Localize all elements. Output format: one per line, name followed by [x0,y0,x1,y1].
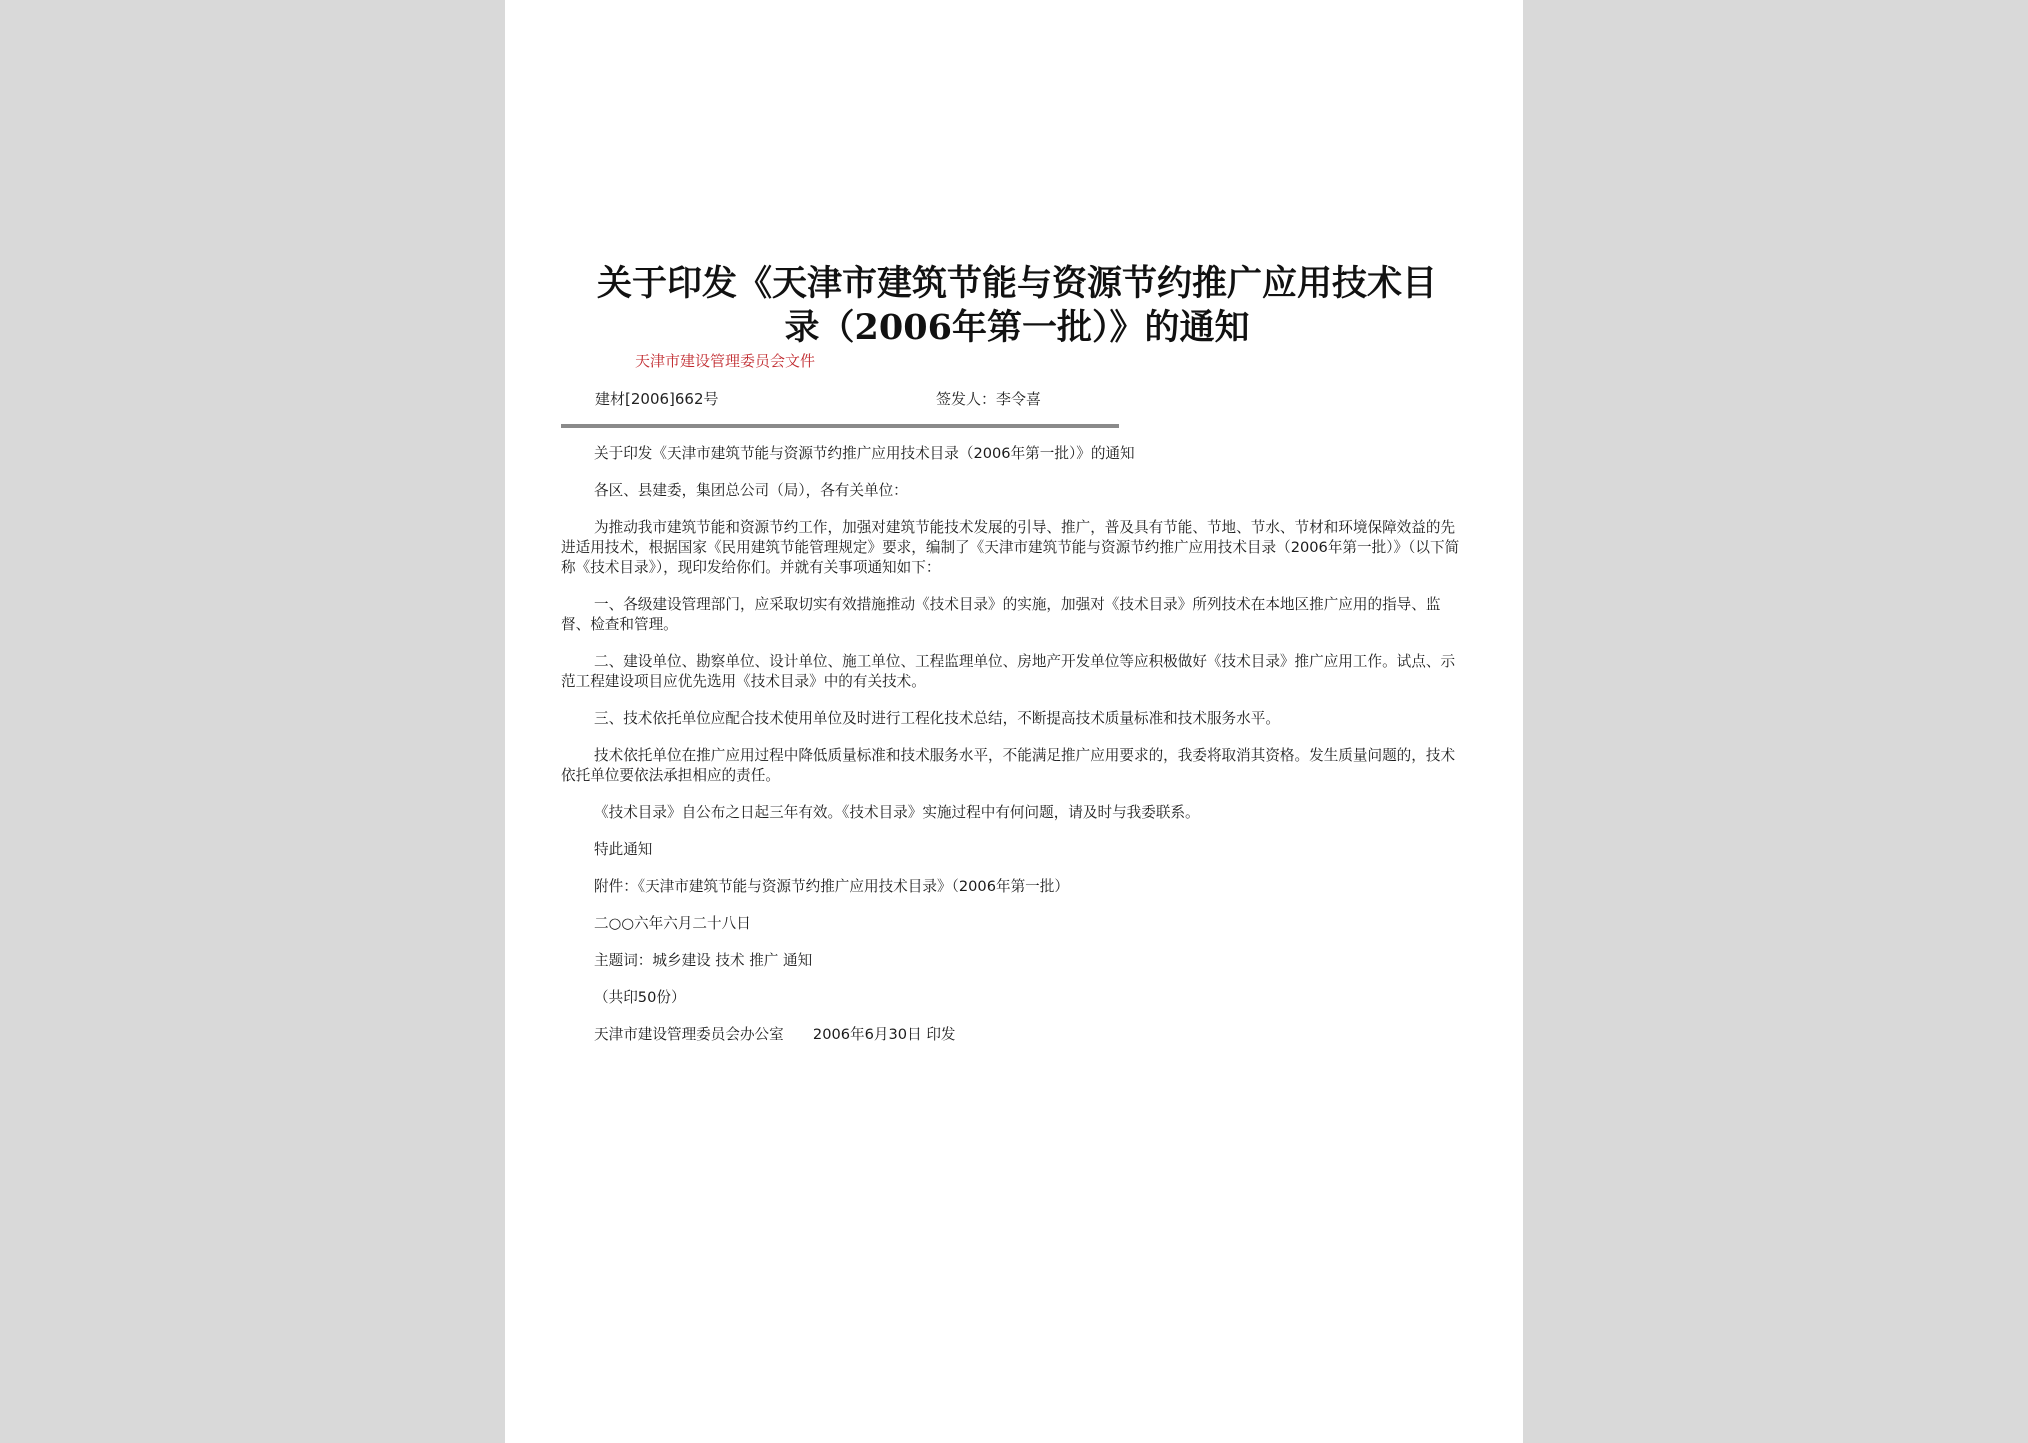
document-body [561,444,1469,1062]
paragraph-closing: 特此通知 [594,841,653,858]
paragraph-issued-by: 天津市建设管理委员会办公室 2006年6月30日 印发 [594,1026,956,1043]
paragraph-recipients: 各区、县建委，集团总公司（局），各有关单位： [594,482,908,499]
document-signer: 签发人：李令喜 [936,390,1042,408]
paragraph-validity: 《技术目录》自公布之日起三年有效。《技术目录》实施过程中有何问题，请及时与我委联系。 [594,804,1200,821]
paragraph-item-1: 一、各级建设管理部门，应采取切实有效措施推动《技术目录》的实施，加强对《技术目录》所列技术在本地区推广应用的指导、监督、检查和管理。 [561,596,1441,633]
document-number: 建材[2006]662号 [595,390,719,408]
paragraph-item-2: 二、建设单位、勘察单位、设计单位、施工单位、工程监理单位、房地产开发单位等应积极做好《技术目录》推广应用工作。试点、示范工程建设项目应优先选用《技术目录》中的有关技术。 [561,653,1456,690]
paragraph-subject: 关于印发《天津市建筑节能与资源节约推广应用技术目录（2006年第一批）》的通知 [594,445,1135,462]
paragraph-date: 二○○六年六月二十八日 [594,915,751,932]
paragraph-attachment: 附件：《天津市建筑节能与资源节约推广应用技术目录》（2006年第一批） [594,878,1069,895]
paragraph-item-3: 三、技术依托单位应配合技术使用单位及时进行工程化技术总结，不断提高技术质量标准和技术服务水平。 [594,710,1280,727]
paragraph-keywords: 主题词：城乡建设 技术 推广 通知 [594,952,813,969]
paragraph-intro: 为推动我市建筑节能和资源节约工作，加强对建筑节能技术发展的引导、推广，普及具有节能、节地、节水、节材和环境保障效益的先进适用技术，根据国家《民用建筑节能管理规定》要求，编制了《天津市建筑节能与资源节约推广应用技术目录（2006年第一批）》（以下简称《技术目录》），现印发给你们。并就有关事项通知如下： [561,519,1460,576]
header-divider [561,424,1119,428]
paragraph-quality: 技术依托单位在推广应用过程中降低质量标准和技术服务水平，不能满足推广应用要求的，我委将取消其资格。发生质量问题的，技术依托单位要依法承担相应的责任。 [561,747,1456,784]
document-title-line-1: 关于印发《天津市建筑节能与资源节约推广应用技术目 [596,263,1437,304]
document-title-line-2: 录（2006年第一批）》的通知 [784,307,1250,348]
document-page [505,0,1523,1443]
issuer-label: 天津市建设管理委员会文件 [635,352,816,370]
document-title [567,262,1467,350]
paragraph-copies: （共印50份） [594,989,686,1006]
